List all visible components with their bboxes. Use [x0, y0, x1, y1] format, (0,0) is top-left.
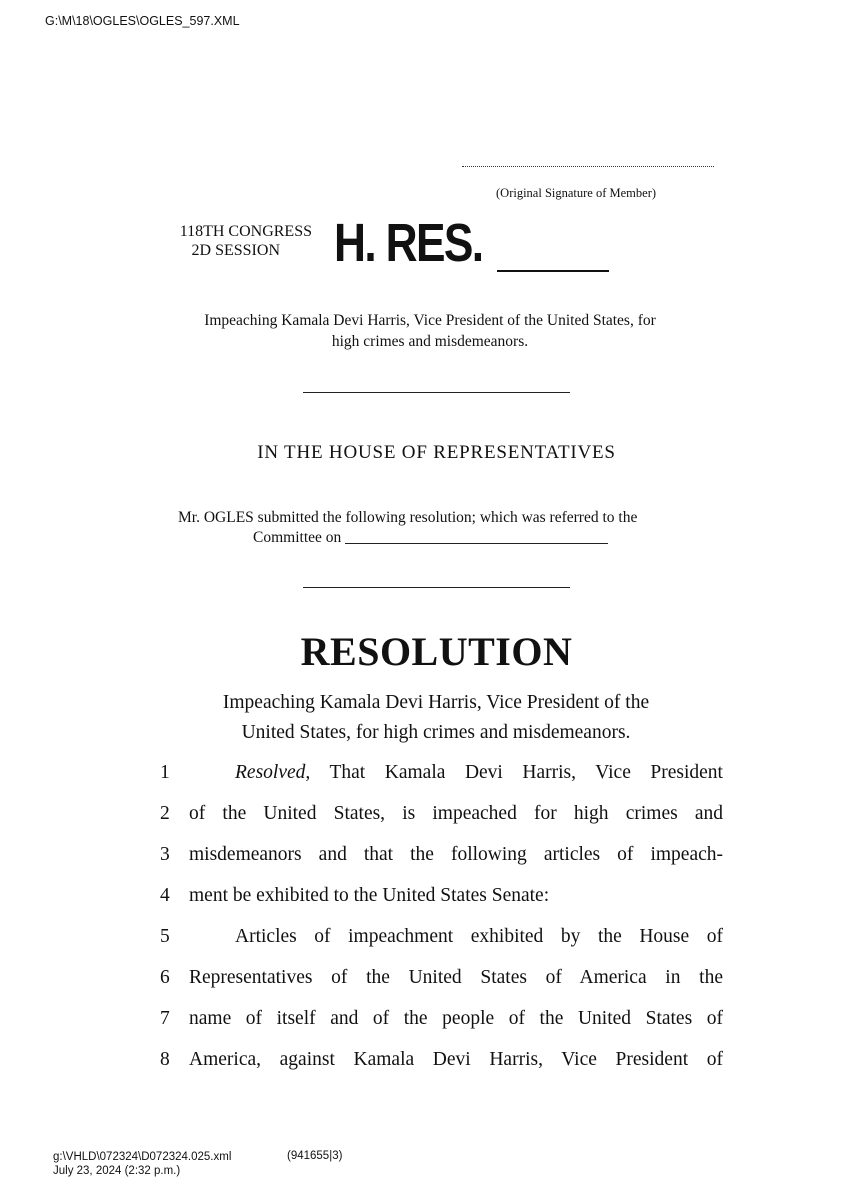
footer-date: July 23, 2024 (2:32 p.m.) [53, 1165, 181, 1177]
body-line [160, 967, 730, 1008]
footer-code: (941655|3) [287, 1150, 343, 1162]
line-text: of the United States, is impeached for high crimes and [189, 803, 723, 824]
line-text: That Kamala Devi Harris, Vice President [329, 762, 723, 783]
line-number: 7 [160, 1008, 170, 1029]
line-text: name of itself and of the people of the United States of [189, 1008, 723, 1029]
signature-caption: (Original Signature of Member) [496, 186, 657, 200]
short-title-line-2: high crimes and misdemeanors. [331, 333, 529, 350]
body-line [160, 844, 730, 885]
long-title [140, 688, 732, 748]
line-text: America, against Kamala Devi Harris, Vice President of [189, 1049, 723, 1070]
resolution-number-blank [497, 270, 609, 272]
session-number: 2D SESSION [191, 242, 280, 259]
line-text: ment be exhibited to the United States Senate: [189, 885, 550, 906]
line-number: 3 [160, 844, 170, 865]
resolution-label: H. RES. [334, 213, 483, 273]
chamber-heading: IN THE HOUSE OF REPRESENTATIVES [257, 442, 616, 463]
resolution-heading: RESOLUTION [300, 629, 573, 674]
line-number: 5 [160, 926, 170, 947]
footer-file-info [53, 1150, 231, 1178]
body-line [160, 762, 730, 803]
body-line [160, 885, 730, 926]
body-line [160, 803, 730, 844]
file-path-header: G:\M\18\OGLES\OGLES_597.XML [45, 14, 240, 28]
committee-label: Committee on [253, 529, 342, 546]
divider-top [303, 392, 570, 393]
line-number: 8 [160, 1049, 170, 1070]
sponsor-prefix: Mr. [178, 509, 200, 526]
sponsor-text: submitted the following resolution; which was referred to the [257, 509, 638, 526]
long-title-line-2: United States, for high crimes and misdemeanors. [241, 722, 631, 743]
body-line [160, 1049, 730, 1090]
line-number: 6 [160, 967, 170, 988]
body-line [160, 926, 730, 967]
footer-file: g:\VHLD\072324\D072324.025.xml [53, 1151, 232, 1163]
line-number: 4 [160, 885, 170, 906]
short-title-line-1: Impeaching Kamala Devi Harris, Vice President of the United States, for [204, 312, 656, 329]
signature-line [462, 166, 714, 167]
line-text: Representatives of the United States of America in the [189, 967, 723, 988]
divider-bottom [303, 587, 570, 588]
long-title-line-1: Impeaching Kamala Devi Harris, Vice President of the [222, 692, 650, 713]
line-text: misdemeanors and that the following articles of impeach- [189, 844, 723, 865]
congress-number: 118TH CONGRESS [179, 223, 312, 240]
sponsor-statement [178, 508, 718, 548]
line-number: 2 [160, 803, 170, 824]
committee-blank [345, 543, 608, 544]
sponsor-name: OGLES [203, 509, 254, 526]
line-number: 1 [160, 762, 170, 783]
body-line [160, 1008, 730, 1049]
short-title [160, 310, 700, 352]
resolved-clause: Resolved, [235, 762, 311, 783]
line-text: Articles of impeachment exhibited by the House of [235, 926, 723, 947]
congress-session [150, 222, 312, 260]
